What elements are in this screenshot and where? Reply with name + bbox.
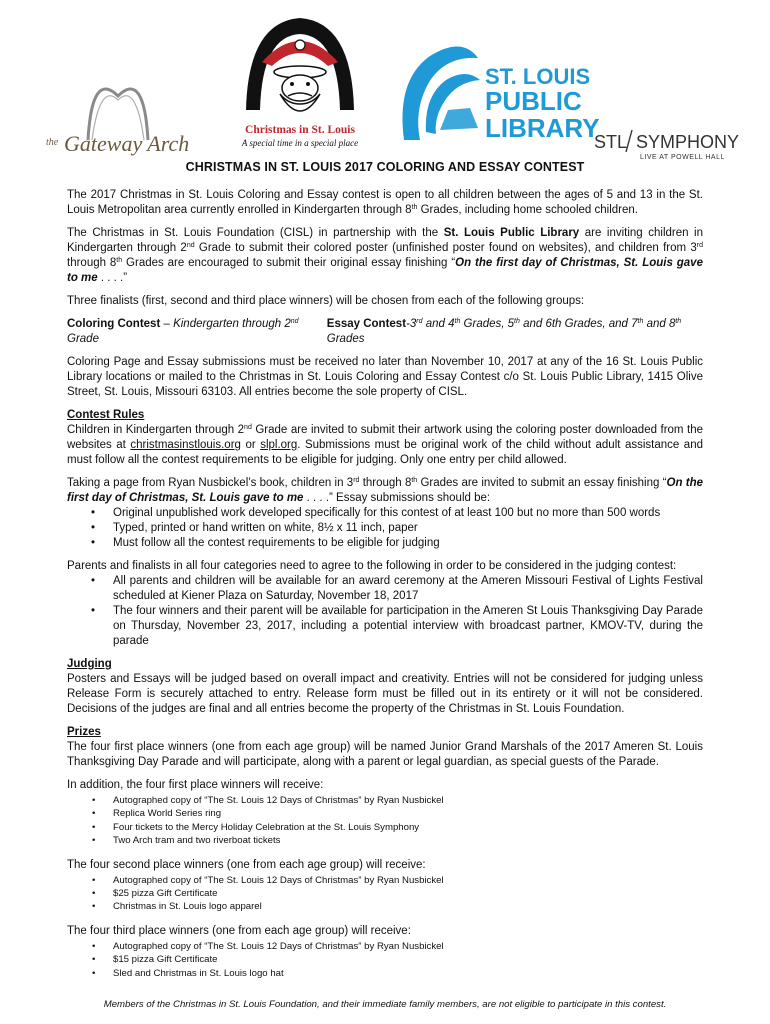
intro-paragraph-partnership: The Christmas in St. Louis Foundation (CISL) in partnership with the St. Louis Public Library are inviting children in Kindergarten through 2nd Grade to submit their colored poster (unfinished poster found on websites), and children from 3rd through 8th Grades are encouraged to submit their original essay finishing “On the first day of Christmas, St. Louis gave to me . . . .” — [67, 227, 704, 284]
logo-banner — [0, 0, 770, 162]
parents-agreement-list — [67, 574, 703, 649]
list-item: • Autographed copy of “The St. Louis 12 Days of Christmas” by Ryan Nusbickel — [113, 794, 703, 807]
list-item: • Autographed copy of “The St. Louis 12 Days of Christmas” by Ryan Nusbickel — [113, 940, 703, 953]
list-item: • All parents and children will be available for an award ceremony at the Ameren Missouri Festival of Lights Festival scheduled at Kiener Plaza on Saturday, November 18, 2017 — [113, 574, 703, 604]
second-place-label: The four second place winners (one from each age group) will receive: — [67, 858, 426, 871]
st-louis-public-library-logo — [402, 46, 599, 143]
second-place-prizes-list — [67, 874, 703, 914]
gateway-the: the — [46, 137, 59, 148]
symphony-name: SYMPHONY — [636, 132, 740, 152]
parents-agreement-paragraph: Parents and finalists in all four categories need to agree to the following in order to be considered in the judging contest: — [67, 560, 677, 572]
judging-section: Judging Posters and Essays will be judged based on overall impact and creativity. Entries will not be considered for judging unless Release Form is securely attached to entry. Release form must be filled out in its entirety or it will not be considered. Decisions of the judges are final and all entries become the property of the Christmas in St. Louis Foundation. — [67, 658, 703, 715]
list-item: • $15 pizza Gift Certificate — [113, 953, 703, 966]
list-item: • $25 pizza Gift Certificate — [113, 887, 703, 900]
gateway-name: Gateway Arch — [64, 131, 190, 156]
essay-requirements-list — [67, 506, 703, 551]
intro-paragraph-finalists: Three finalists (first, second and third place winners) will be chosen from each of the following groups: — [67, 295, 585, 307]
coloring-contest-group: Coloring Contest – Kindergarten through 2nd Grade — [67, 318, 299, 345]
library-line2: PUBLIC — [485, 86, 582, 116]
slpl-link[interactable]: slpl.org — [260, 439, 298, 451]
list-item: • Two Arch tram and two riverboat tickets — [113, 834, 703, 847]
list-item: • Must follow all the contest requirements to be eligible for judging — [113, 536, 703, 551]
list-item: • Autographed copy of “The St. Louis 12 Days of Christmas” by Ryan Nusbickel — [113, 874, 703, 887]
document-body — [67, 160, 703, 1012]
list-item: • Four tickets to the Mercy Holiday Celebration at the St. Louis Symphony — [113, 821, 703, 834]
list-item: • Replica World Series ring — [113, 807, 703, 820]
judging-heading: Judging — [67, 658, 112, 670]
third-place-prizes-list — [67, 940, 703, 980]
eligibility-footnote: Members of the Christmas in St. Louis Foundation, and their immediate family members, are not eligible to participate in this contest. — [103, 999, 667, 1011]
list-item: • Typed, printed or hand written on white, 8½ x 11 inch, paper — [113, 521, 703, 536]
document-title: CHRISTMAS IN ST. LOUIS 2017 COLORING AND ESSAY CONTEST — [185, 160, 585, 174]
essay-instructions: Taking a page from Ryan Nusbickel’s book, children in 3rd through 8th Grades are invited to submit an essay finishing “On the first day of Christmas, St. Louis gave to me . . . .” Essay submissions should be: — [67, 477, 704, 504]
contest-groups — [67, 317, 703, 347]
stl-symphony-logo — [594, 130, 739, 161]
contest-rules-section: Contest Rules Children in Kindergarten through 2nd Grade are invited to submit their artwork using the coloring poster downloaded from the websites at christmasinstlouis.org or slpl.org. Submissions must be original work of the child without adult assistance and must follow all the contest requirements to be eligible for judging. Only one entry per child allowed. — [67, 409, 703, 466]
cisl-tagline: A special time in a special place — [241, 138, 359, 148]
list-item: • Sled and Christmas in St. Louis logo hat — [113, 967, 703, 980]
contest-rules-heading: Contest Rules — [67, 409, 145, 421]
library-line3: LIBRARY — [485, 113, 600, 143]
list-item: • The four winners and their parent will be available for participation in the Ameren St Louis Thanksgiving Day Parade on Thursday, November 23, 2017, including a potential interview with broadcast partner, KMOV-TV, during the parade — [113, 604, 703, 649]
third-place-label: The four third place winners (one from each age group) will receive: — [67, 924, 411, 937]
essay-contest-group: Essay Contest-3rd and 4th Grades, 5th and 6th Grades, and 7th and 8th Grades — [326, 318, 682, 345]
prizes-heading: Prizes — [67, 726, 101, 738]
list-item: • Original unpublished work developed specifically for this contest of at least 100 but no more than 500 words — [113, 506, 703, 521]
submission-paragraph: Coloring Page and Essay submissions must be received no later than November 10, 2017 at any of the 16 St. Louis Public Library locations or mailed to the Christmas in St. Louis Coloring and Essay Contest c/o St. Louis Public Library, 1415 Olive Street, St. Louis, Missouri 63103. All entries become the sole property of CISL. — [67, 356, 703, 398]
intro-paragraph-eligibility: The 2017 Christmas in St. Louis Coloring and Essay contest is open to all children between the ages of 5 and 13 in the St. Louis Metropolitan area currently enrolled in Kindergarten through 8th Grades, including home schooled children. — [67, 189, 703, 216]
list-item: • Christmas in St. Louis logo apparel — [113, 900, 703, 913]
cisl-name: Christmas in St. Louis — [245, 124, 355, 136]
gateway-arch-logo — [46, 89, 189, 156]
first-place-prizes-list — [67, 794, 703, 848]
symphony-stl: STL — [594, 132, 628, 152]
first-place-label: In addition, the four first place winners will receive: — [67, 779, 324, 791]
symphony-sub: LIVE AT POWELL HALL — [640, 154, 725, 161]
prizes-section: Prizes The four first place winners (one from each age group) will be named Junior Grand Marshals of the 2017 Ameren St. Louis Thanksgiving Day Parade and will participate, along with a parent or legal guardian, as special guests of the Parade. — [67, 726, 703, 768]
christmas-in-st-louis-logo — [241, 18, 358, 148]
library-line1: ST. LOUIS — [485, 64, 591, 89]
christmasinstlouis-link[interactable]: christmasinstlouis.org — [130, 439, 241, 451]
